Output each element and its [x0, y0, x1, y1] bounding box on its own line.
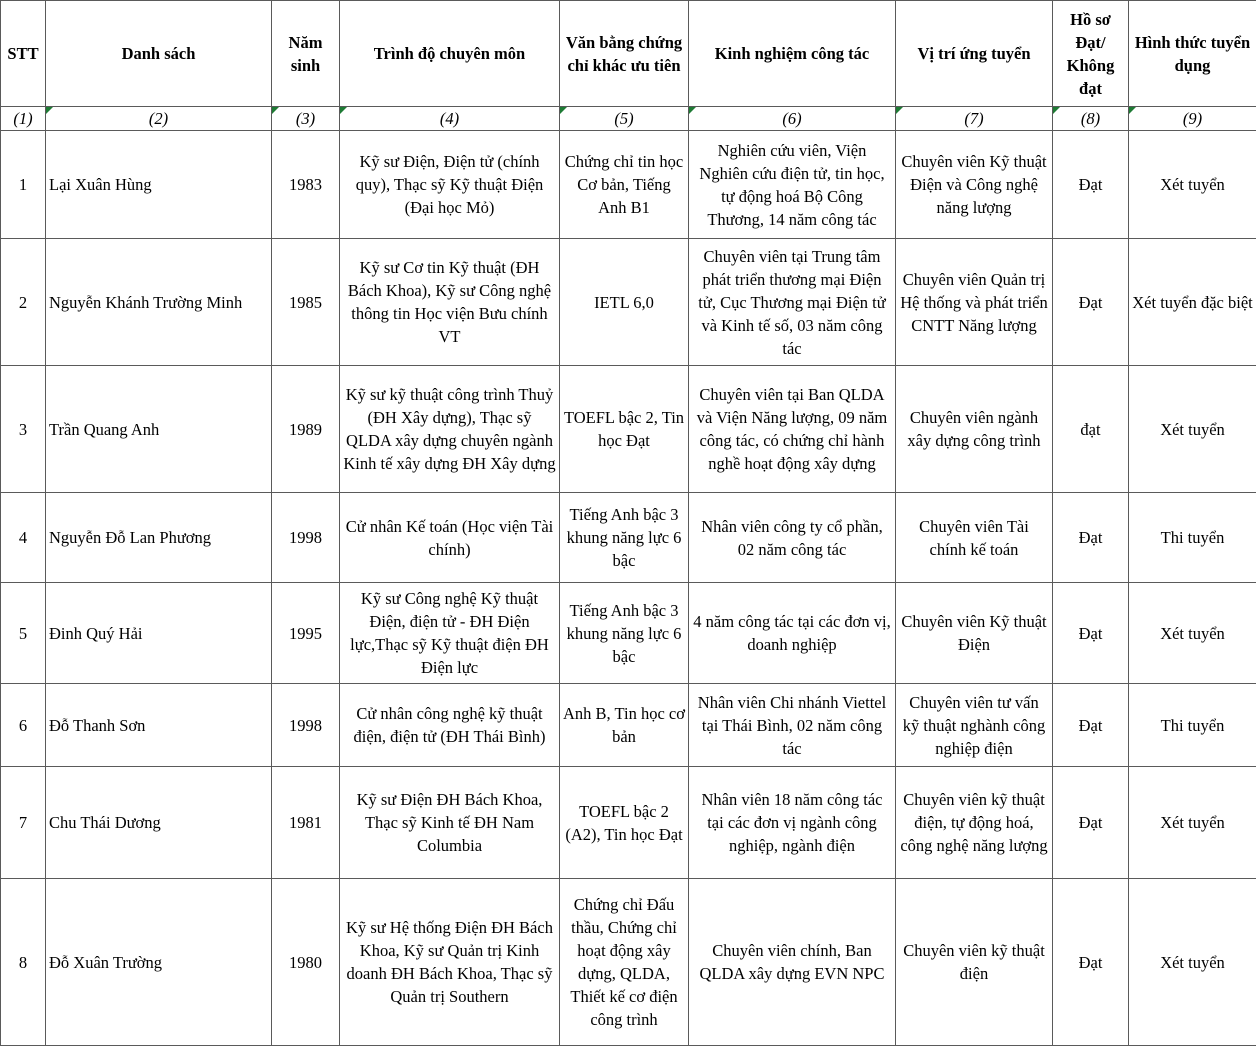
table-row: [1, 583, 1256, 684]
cell-position[interactable]: Chuyên viên Kỹ thuật Điện và Công nghệ năng lượng: [896, 131, 1053, 239]
cell-stt[interactable]: 2: [1, 239, 46, 366]
cell-method[interactable]: Xét tuyển: [1129, 366, 1256, 493]
cell-stt[interactable]: 3: [1, 366, 46, 493]
cell-qualification[interactable]: Kỹ sư Điện, Điện tử (chính quy), Thạc sỹ Kỹ thuật Điện (Đại học Mỏ): [340, 131, 560, 239]
header-birth-year[interactable]: Năm sinh: [272, 1, 340, 107]
column-number[interactable]: (6): [689, 107, 896, 131]
cell-stt[interactable]: 4: [1, 493, 46, 583]
table-row: [1, 239, 1256, 366]
cell-status[interactable]: Đạt: [1053, 879, 1129, 1046]
cell-birth-year[interactable]: 1985: [272, 239, 340, 366]
cell-birth-year[interactable]: 1998: [272, 493, 340, 583]
cell-status[interactable]: Đạt: [1053, 684, 1129, 767]
cell-certificates[interactable]: Tiếng Anh bậc 3 khung năng lực 6 bậc: [560, 493, 689, 583]
cell-birth-year[interactable]: 1981: [272, 767, 340, 879]
cell-name[interactable]: Đỗ Thanh Sơn: [46, 684, 272, 767]
cell-experience[interactable]: Chuyên viên tại Trung tâm phát triển thương mại Điện tử, Cục Thương mại Điện tử và Kinh tế số, 03 năm công tác: [689, 239, 896, 366]
cell-position[interactable]: Chuyên viên tư vấn kỹ thuật nghành công nghiệp điện: [896, 684, 1053, 767]
cell-qualification[interactable]: Cử nhân công nghệ kỹ thuật điện, điện tử (ĐH Thái Bình): [340, 684, 560, 767]
cell-name[interactable]: Nguyễn Khánh Trường Minh: [46, 239, 272, 366]
cell-experience[interactable]: Nghiên cứu viên, Viện Nghiên cứu điện tử, tin học, tự động hoá Bộ Công Thương, 14 năm công tác: [689, 131, 896, 239]
table-row: [1, 684, 1256, 767]
cell-certificates[interactable]: TOEFL bậc 2 (A2), Tin học Đạt: [560, 767, 689, 879]
cell-birth-year[interactable]: 1995: [272, 583, 340, 684]
cell-name[interactable]: Trần Quang Anh: [46, 366, 272, 493]
cell-method[interactable]: Xét tuyển đặc biệt: [1129, 239, 1256, 366]
cell-certificates[interactable]: Tiếng Anh bậc 3 khung năng lực 6 bậc: [560, 583, 689, 684]
cell-position[interactable]: Chuyên viên Tài chính kế toán: [896, 493, 1053, 583]
column-number[interactable]: (5): [560, 107, 689, 131]
cell-name[interactable]: Đỗ Xuân Trường: [46, 879, 272, 1046]
cell-method[interactable]: Xét tuyển: [1129, 583, 1256, 684]
cell-method[interactable]: Xét tuyển: [1129, 879, 1256, 1046]
column-number[interactable]: (3): [272, 107, 340, 131]
column-number[interactable]: (8): [1053, 107, 1129, 131]
cell-experience[interactable]: Nhân viên 18 năm công tác tại các đơn vị ngành công nghiệp, ngành điện: [689, 767, 896, 879]
table-row: [1, 366, 1256, 493]
header-certificates[interactable]: Văn bằng chứng chỉ khác ưu tiên: [560, 1, 689, 107]
cell-position[interactable]: Chuyên viên kỹ thuật điện: [896, 879, 1053, 1046]
cell-status[interactable]: Đạt: [1053, 767, 1129, 879]
cell-stt[interactable]: 6: [1, 684, 46, 767]
column-number-row: [1, 107, 1256, 131]
header-name[interactable]: Danh sách: [46, 1, 272, 107]
header-qualification[interactable]: Trình độ chuyên môn: [340, 1, 560, 107]
cell-birth-year[interactable]: 1989: [272, 366, 340, 493]
cell-status[interactable]: Đạt: [1053, 583, 1129, 684]
cell-certificates[interactable]: Chứng chỉ Đấu thầu, Chứng chỉ hoạt động xây dựng, QLDA, Thiết kế cơ điện công trình: [560, 879, 689, 1046]
cell-qualification[interactable]: Kỹ sư Công nghệ Kỹ thuật Điện, điện tử - ĐH Điện lực,Thạc sỹ Kỹ thuật điện ĐH Điện lực: [340, 583, 560, 684]
table-row: [1, 767, 1256, 879]
table-row: [1, 493, 1256, 583]
header-row: [1, 1, 1256, 107]
column-number[interactable]: (9): [1129, 107, 1256, 131]
header-method[interactable]: Hình thức tuyển dụng: [1129, 1, 1256, 107]
table-row: [1, 879, 1256, 1046]
cell-stt[interactable]: 8: [1, 879, 46, 1046]
cell-name[interactable]: Đinh Quý Hải: [46, 583, 272, 684]
cell-experience[interactable]: Nhân viên Chi nhánh Viettel tại Thái Bình, 02 năm công tác: [689, 684, 896, 767]
cell-stt[interactable]: 5: [1, 583, 46, 684]
header-position[interactable]: Vị trí ứng tuyển: [896, 1, 1053, 107]
cell-certificates[interactable]: Anh B, Tin học cơ bản: [560, 684, 689, 767]
cell-qualification[interactable]: Kỹ sư Điện ĐH Bách Khoa, Thạc sỹ Kinh tế ĐH Nam Columbia: [340, 767, 560, 879]
cell-status[interactable]: Đạt: [1053, 131, 1129, 239]
cell-stt[interactable]: 1: [1, 131, 46, 239]
column-number[interactable]: (1): [1, 107, 46, 131]
cell-birth-year[interactable]: 1983: [272, 131, 340, 239]
cell-method[interactable]: Thi tuyển: [1129, 684, 1256, 767]
cell-method[interactable]: Thi tuyển: [1129, 493, 1256, 583]
cell-qualification[interactable]: Kỹ sư Hệ thống Điện ĐH Bách Khoa, Kỹ sư Quản trị Kinh doanh ĐH Bách Khoa, Thạc sỹ Quản trị Southern: [340, 879, 560, 1046]
cell-position[interactable]: Chuyên viên Quản trị Hệ thống và phát triển CNTT Năng lượng: [896, 239, 1053, 366]
header-status[interactable]: Hồ sơ Đạt/ Không đạt: [1053, 1, 1129, 107]
cell-method[interactable]: Xét tuyển: [1129, 767, 1256, 879]
cell-qualification[interactable]: Kỹ sư kỹ thuật công trình Thuỷ (ĐH Xây dựng), Thạc sỹ QLDA xây dựng chuyên ngành Kinh tế xây dựng ĐH Xây dựng: [340, 366, 560, 493]
cell-experience[interactable]: Chuyên viên tại Ban QLDA và Viện Năng lượng, 09 năm công tác, có chứng chỉ hành nghề hoạt động xây dựng: [689, 366, 896, 493]
cell-stt[interactable]: 7: [1, 767, 46, 879]
cell-experience[interactable]: Chuyên viên chính, Ban QLDA xây dựng EVN NPC: [689, 879, 896, 1046]
cell-position[interactable]: Chuyên viên Kỹ thuật Điện: [896, 583, 1053, 684]
header-experience[interactable]: Kinh nghiệm công tác: [689, 1, 896, 107]
cell-name[interactable]: Chu Thái Dương: [46, 767, 272, 879]
cell-certificates[interactable]: TOEFL bậc 2, Tin học Đạt: [560, 366, 689, 493]
cell-status[interactable]: Đạt: [1053, 239, 1129, 366]
cell-qualification[interactable]: Kỹ sư Cơ tin Kỹ thuật (ĐH Bách Khoa), Kỹ sư Công nghệ thông tin Học viện Bưu chính VT: [340, 239, 560, 366]
cell-status[interactable]: đạt: [1053, 366, 1129, 493]
cell-birth-year[interactable]: 1980: [272, 879, 340, 1046]
cell-name[interactable]: Nguyễn Đỗ Lan Phương: [46, 493, 272, 583]
column-number[interactable]: (2): [46, 107, 272, 131]
cell-status[interactable]: Đạt: [1053, 493, 1129, 583]
cell-method[interactable]: Xét tuyển: [1129, 131, 1256, 239]
cell-position[interactable]: Chuyên viên ngành xây dựng công trình: [896, 366, 1053, 493]
cell-birth-year[interactable]: 1998: [272, 684, 340, 767]
header-stt[interactable]: STT: [1, 1, 46, 107]
table-row: [1, 131, 1256, 239]
column-number[interactable]: (7): [896, 107, 1053, 131]
cell-position[interactable]: Chuyên viên kỹ thuật điện, tự động hoá, công nghệ năng lượng: [896, 767, 1053, 879]
cell-experience[interactable]: 4 năm công tác tại các đơn vị, doanh nghiệp: [689, 583, 896, 684]
cell-qualification[interactable]: Cử nhân Kế toán (Học viện Tài chính): [340, 493, 560, 583]
cell-certificates[interactable]: IETL 6,0: [560, 239, 689, 366]
cell-experience[interactable]: Nhân viên công ty cổ phần, 02 năm công tác: [689, 493, 896, 583]
column-number[interactable]: (4): [340, 107, 560, 131]
cell-certificates[interactable]: Chứng chỉ tin học Cơ bản, Tiếng Anh B1: [560, 131, 689, 239]
cell-name[interactable]: Lại Xuân Hùng: [46, 131, 272, 239]
